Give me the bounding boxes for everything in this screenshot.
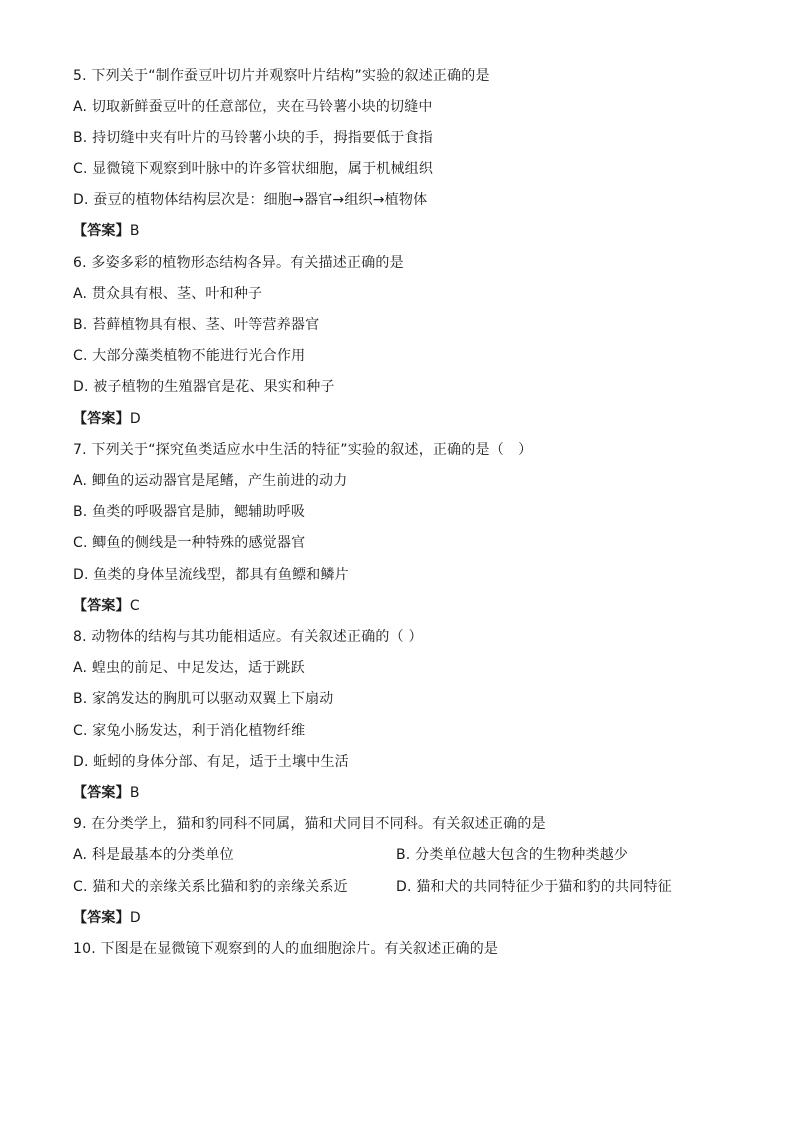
question-7-answer xyxy=(73,597,140,615)
question-8-option-b: B. 家鸽发达的胸肌可以驱动双翼上下扇动 xyxy=(73,691,334,707)
question-6-answer xyxy=(73,410,141,428)
question-7-option-b: B. 鱼类的呼吸器官是肺，鳃辅助呼吸 xyxy=(73,504,306,520)
question-8-option-c: C. 家兔小肠发达，利于消化植物纤维 xyxy=(73,723,306,739)
question-8-option-a: A. 蝗虫的前足、中足发达，适于跳跃 xyxy=(73,660,305,676)
question-5-option-a: A. 切取新鲜蚕豆叶的任意部位，夹在马铃薯小块的切缝中 xyxy=(73,99,433,115)
question-9-stem: 9. 在分类学上，猫和豹同科不同属，猫和犬同目不同科。有关叙述正确的是 xyxy=(73,816,546,832)
question-6-option-c: C. 大部分藻类植物不能进行光合作用 xyxy=(73,348,306,364)
question-9-option-d: D. 猫和犬的共同特征少于猫和豹的共同特征 xyxy=(396,879,672,895)
question-7-option-d: D. 鱼类的身体呈流线型，都具有鱼鳔和鳞片 xyxy=(73,567,349,583)
answer-value: D xyxy=(129,910,141,926)
answer-tag: 【答案】 xyxy=(73,910,130,926)
answer-tag: 【答案】 xyxy=(73,598,130,614)
question-7-option-c: C. 鲫鱼的侧线是一种特殊的感觉器官 xyxy=(73,535,306,551)
question-6-stem: 6. 多姿多彩的植物形态结构各异。有关描述正确的是 xyxy=(73,255,404,271)
answer-value: C xyxy=(129,598,140,614)
question-9-answer xyxy=(73,909,141,927)
answer-value: B xyxy=(129,223,140,239)
question-5-option-c: C. 显微镜下观察到叶脉中的许多管状细胞，属于机械组织 xyxy=(73,161,434,177)
question-5-answer xyxy=(73,222,140,240)
answer-value: B xyxy=(129,785,140,801)
question-10-stem: 10. 下图是在显微镜下观察到的人的血细胞涂片。有关叙述正确的是 xyxy=(73,941,499,957)
question-5-option-b: B. 持切缝中夹有叶片的马铃薯小块的手，拇指要低于食指 xyxy=(73,130,433,146)
answer-value: D xyxy=(129,411,141,427)
question-5-stem: 5. 下列关于“制作蚕豆叶切片并观察叶片结构”实验的叙述正确的是 xyxy=(73,68,490,84)
question-9-option-a: A. 科是最基本的分类单位 xyxy=(73,847,234,863)
question-6-option-b: B. 苔藓植物具有根、茎、叶等营养器官 xyxy=(73,317,320,333)
question-8-option-d: D. 蚯蚓的身体分部、有足，适于土壤中生活 xyxy=(73,754,349,770)
answer-tag: 【答案】 xyxy=(73,785,130,801)
answer-tag: 【答案】 xyxy=(73,223,130,239)
question-7-option-a: A. 鲫鱼的运动器官是尾鳍，产生前进的动力 xyxy=(73,473,348,489)
question-9-option-b: B. 分类单位越大包含的生物种类越少 xyxy=(396,847,629,863)
question-9-option-c: C. 猫和犬的亲缘关系比猫和豹的亲缘关系近 xyxy=(73,879,348,895)
answer-tag: 【答案】 xyxy=(73,411,130,427)
question-6-option-a: A. 贯众具有根、茎、叶和种子 xyxy=(73,286,263,302)
question-6-option-d: D. 被子植物的生殖器官是花、果实和种子 xyxy=(73,379,335,395)
question-5-option-d: D. 蚕豆的植物体结构层次是：细胞→器官→组织→植物体 xyxy=(73,192,428,208)
question-8-answer xyxy=(73,784,140,802)
question-8-stem: 8. 动物体的结构与其功能相适应。有关叙述正确的（ ） xyxy=(73,629,423,645)
question-7-stem: 7. 下列关于“探究鱼类适应水中生活的特征”实验的叙述，正确的是（ ） xyxy=(73,442,533,458)
